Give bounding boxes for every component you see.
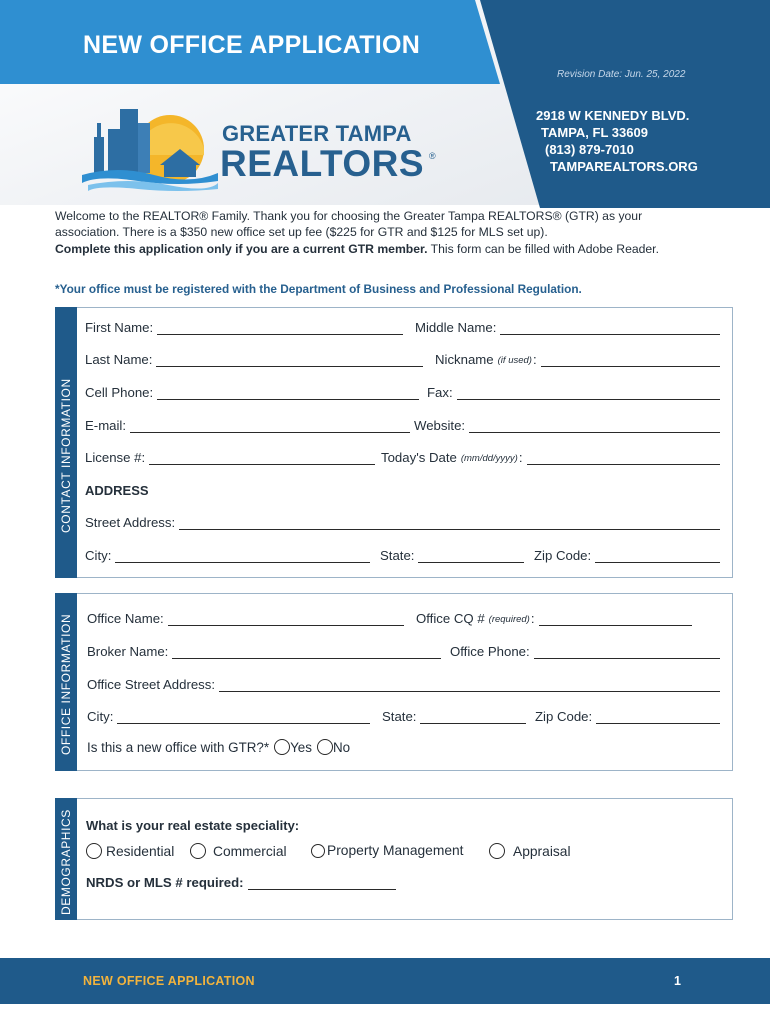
commercial-option[interactable]: [190, 843, 287, 859]
fax-field[interactable]: [427, 385, 720, 400]
logo-registered-mark: ®: [429, 151, 436, 161]
today-date-input[interactable]: [527, 453, 721, 465]
broker-name-input[interactable]: [172, 647, 441, 659]
broker-name-label: Broker Name:: [87, 644, 169, 659]
office-name-input[interactable]: [168, 614, 404, 626]
office-state-label: State:: [382, 709, 417, 724]
dbpr-notice: *Your office must be registered with the Department of Business and Professional Regulation.: [55, 282, 582, 296]
city-input[interactable]: [115, 551, 370, 563]
intro-text: [55, 208, 705, 257]
speciality-question: What is your real estate speciality:: [86, 818, 300, 833]
logo-text-realtors: REALTORS: [220, 143, 425, 184]
office-zip-field[interactable]: [535, 709, 720, 724]
nickname-field[interactable]: Nickname (if used) :: [435, 352, 720, 367]
street-address-label: Street Address:: [85, 515, 176, 530]
office-zip-label: Zip Code:: [535, 709, 593, 724]
today-date-label: Today's Date: [381, 450, 457, 465]
demographics-section-title: DEMOGRAPHICS: [59, 809, 73, 915]
property-management-label: Property Management: [327, 843, 464, 858]
state-field[interactable]: [380, 548, 524, 563]
first-name-field[interactable]: [85, 320, 403, 335]
broker-name-field[interactable]: [87, 644, 441, 659]
nrds-field[interactable]: [86, 875, 396, 890]
website-input[interactable]: [469, 421, 720, 433]
city-field[interactable]: [85, 548, 370, 563]
appraisal-label: Appraisal: [513, 843, 571, 859]
today-date-note: (mm/dd/yyyy): [460, 453, 518, 464]
first-name-input[interactable]: [157, 323, 403, 335]
new-office-question: [87, 739, 350, 755]
logo-text-greater-tampa: GREATER TAMPA: [222, 121, 412, 146]
residential-label: Residential: [106, 843, 175, 859]
yes-label: Yes: [290, 739, 312, 755]
office-zip-input[interactable]: [596, 712, 720, 724]
email-input[interactable]: [130, 421, 410, 433]
appraisal-radio[interactable]: [489, 843, 505, 859]
state-label: State:: [380, 548, 415, 563]
commercial-radio[interactable]: [190, 843, 206, 859]
office-street-label: Office Street Address:: [87, 677, 216, 692]
address-heading: ADDRESS: [85, 483, 149, 498]
address-street: 2918 W KENNEDY BLVD.: [536, 108, 690, 123]
zip-code-label: Zip Code:: [534, 548, 592, 563]
office-cq-field[interactable]: Office CQ # (required) :: [416, 611, 692, 626]
license-label: License #:: [85, 450, 146, 465]
nrds-input[interactable]: [248, 878, 396, 890]
intro-instructions-rest: This form can be filled with Adobe Reader.: [427, 241, 659, 256]
intro-paragraph: Welcome to the REALTOR® Family. Thank you for choosing the Greater Tampa REALTORS® (GTR) as your association. There is a $350 new office set up fee ($225 for GTR and $125 for MLS set up).: [55, 209, 643, 240]
intro-instructions-bold: Complete this application only if you are a current GTR member.: [55, 241, 428, 256]
office-state-field[interactable]: [382, 709, 526, 724]
middle-name-field[interactable]: [415, 320, 720, 335]
office-state-input[interactable]: [420, 712, 526, 724]
page-title: NEW OFFICE APPLICATION: [83, 31, 421, 59]
office-cq-input[interactable]: [539, 614, 692, 626]
middle-name-label: Middle Name:: [415, 320, 497, 335]
residential-option[interactable]: [86, 843, 174, 859]
nickname-note: (if used): [497, 355, 532, 366]
street-address-field[interactable]: [85, 515, 720, 530]
cell-phone-field[interactable]: [85, 385, 419, 400]
appraisal-option[interactable]: [489, 843, 571, 859]
office-name-label: Office Name:: [87, 611, 164, 626]
address-website: TAMPAREALTORS.ORG: [550, 159, 698, 174]
office-phone-input[interactable]: [534, 647, 720, 659]
email-field[interactable]: [85, 418, 410, 433]
address-city: TAMPA, FL 33609: [541, 125, 648, 140]
office-name-field[interactable]: [87, 611, 404, 626]
first-name-label: First Name:: [85, 320, 154, 335]
fax-input[interactable]: [457, 388, 720, 400]
address-phone: (813) 879-7010: [545, 142, 634, 157]
revision-date: Revision Date: Jun. 25, 2022: [557, 69, 686, 80]
footer-bar: [0, 958, 770, 1004]
last-name-label: Last Name:: [85, 352, 153, 367]
street-address-input[interactable]: [179, 518, 720, 530]
office-section-title: OFFICE INFORMATION: [59, 613, 73, 755]
no-label: No: [332, 739, 351, 755]
city-label: City:: [85, 548, 112, 563]
page-number: 1: [674, 974, 681, 988]
website-field[interactable]: [414, 418, 720, 433]
office-cq-label: Office CQ #: [416, 611, 485, 626]
new-office-question-label: Is this a new office with GTR?*: [87, 739, 270, 755]
today-date-field[interactable]: Today's Date (mm/dd/yyyy) :: [381, 450, 720, 465]
last-name-input[interactable]: [156, 355, 423, 367]
office-street-input[interactable]: [219, 680, 720, 692]
office-cq-note: (required): [488, 614, 530, 625]
cell-phone-input[interactable]: [157, 388, 419, 400]
nickname-input[interactable]: [541, 355, 720, 367]
office-phone-field[interactable]: [450, 644, 720, 659]
office-phone-label: Office Phone:: [450, 644, 530, 659]
demographics-section: [55, 798, 733, 920]
association-address: [536, 107, 698, 175]
zip-code-field[interactable]: [534, 548, 720, 563]
last-name-field[interactable]: [85, 352, 423, 367]
nrds-label: NRDS or MLS # required:: [86, 875, 244, 890]
property-management-radio[interactable]: [311, 844, 325, 858]
license-input[interactable]: [149, 453, 375, 465]
office-street-field[interactable]: [87, 677, 720, 692]
no-radio[interactable]: [317, 739, 333, 755]
website-label: Website:: [414, 418, 466, 433]
contact-section: [55, 307, 733, 578]
footer-title: NEW OFFICE APPLICATION: [83, 974, 255, 988]
commercial-label: Commercial: [213, 843, 287, 859]
license-field[interactable]: [85, 450, 375, 465]
greater-tampa-logo-icon: [78, 103, 218, 193]
office-city-label: City:: [87, 709, 114, 724]
office-city-field[interactable]: [87, 709, 370, 724]
fax-label: Fax:: [427, 385, 453, 400]
property-management-option[interactable]: [311, 843, 464, 858]
state-input[interactable]: [418, 551, 524, 563]
cell-phone-label: Cell Phone:: [85, 385, 154, 400]
middle-name-input[interactable]: [500, 323, 720, 335]
contact-section-title: CONTACT INFORMATION: [59, 378, 73, 533]
yes-radio[interactable]: [274, 739, 290, 755]
office-city-input[interactable]: [117, 712, 370, 724]
residential-radio[interactable]: [86, 843, 102, 859]
intro-instructions: [55, 241, 705, 257]
nickname-label: Nickname: [435, 352, 494, 367]
zip-code-input[interactable]: [595, 551, 720, 563]
email-label: E-mail:: [85, 418, 127, 433]
